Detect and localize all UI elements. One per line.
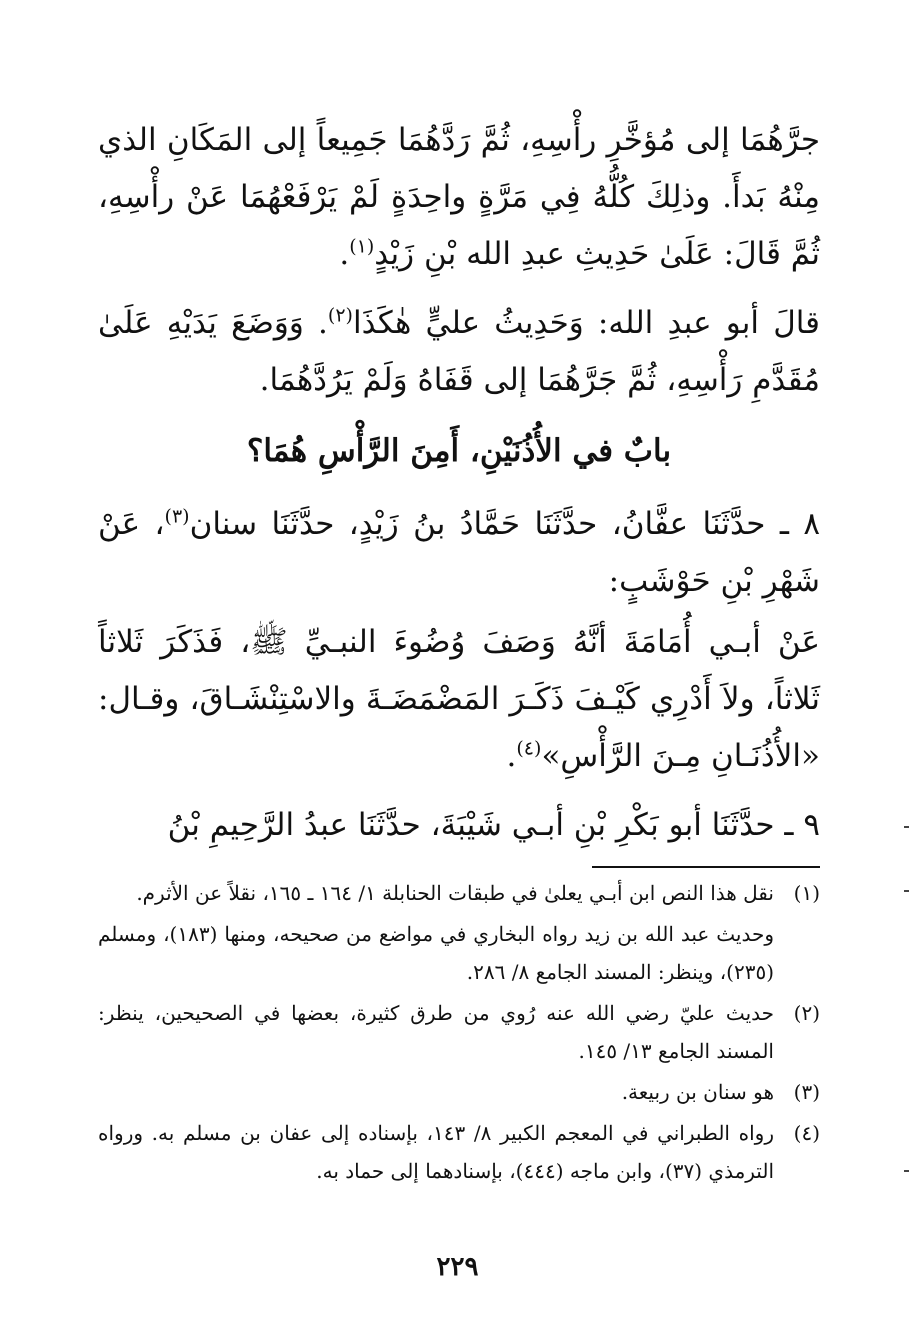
- footnote-text: حديث عليّ رضي الله عنه رُوي من طرق كثيرة، بعضها في الصحيحين، ينظر: المسند الجامع ١٣/ ١٤٥.: [98, 1001, 774, 1063]
- footnote-separator: [592, 866, 820, 868]
- paragraph-5: ٩ ـ حدَّثَنَا أبو بَكْرِ بْنِ أبـي شَيْبَةَ، حدَّثَنَا عبدُ الرَّحِيمِ بْنُ: [167, 807, 820, 843]
- chapter-heading: بابٌ في الأُذُنَيْنِ، أَمِنَ الرَّأْسِ هُمَا؟: [246, 433, 672, 469]
- footnote-ref-2[interactable]: (٢): [327, 304, 353, 327]
- footnote-text: هو سنان بن ربيعة.: [621, 1080, 774, 1104]
- footnote-1-continuation: وحديث عبد الله بن زيد رواه البخاري في مواضع من صحيحه، ومنها (١٨٣)، ومسلم (٢٣٥)، وينظر: المسند الجامع ٨/ ٢٨٦.: [98, 922, 774, 984]
- paragraph-4: [98, 614, 820, 785]
- paragraph-3-end: ، عَنْ شَهْرِ بْنِ حَوْشَبٍ:: [98, 506, 820, 599]
- paragraph-2-end: . وَوَضَعَ يَدَيْهِ عَلَىٰ مُقَدَّمِ رَأْسِهِ، ثُمَّ جَرَّهُمَا إلى قَفَاهُ وَلَمْ يَرُدَّهُمَا.: [98, 305, 820, 398]
- paragraph-1: [98, 112, 820, 283]
- footnotes: [98, 874, 820, 1193]
- footnote-ref-4[interactable]: (٤): [516, 737, 542, 760]
- paragraph-3: [98, 496, 820, 610]
- paragraph-4-text: عَنْ أبـي أُمَامَةَ أنَّهُ وَصَفَ وُضُوءَ النبـيِّ ﷺ، فَذَكَرَ ثَلاثاً ثَلاثاً، ولاَ أَدْرِي كَيْـفَ ذَكَـرَ المَضْمَضَـةَ والاسْتِنْشَـاقَ، وقـال: «الأُذُنَـانِ مِـنَ الرَّأْسِ»: [98, 624, 820, 774]
- footnote-text: رواه الطبراني في المعجم الكبير ٨/ ١٤٣، بإسناده إلى عفان بن مسلم به. ورواه الترمذي (٣٧)، وابن ماجه (٤٤٤)، بإسنادهما إلى حماد به.: [98, 1121, 774, 1183]
- paragraph-2: [98, 295, 820, 409]
- footnote-number: (١): [793, 881, 820, 905]
- footnote-ref-3[interactable]: (٣): [164, 505, 190, 528]
- edge-mark: [904, 826, 909, 828]
- paragraph-4-end: .: [506, 738, 517, 774]
- footnote-4: [98, 1114, 820, 1190]
- paragraph-3-text: ٨ ـ حدَّثَنَا عفَّانُ، حدَّثَنَا حَمَّادُ بنُ زَيْدٍ، حدَّثَنَا سنان: [189, 506, 820, 542]
- paragraph-1-text: جرَّهُمَا إلى مُؤخَّرِ رأْسِهِ، ثُمَّ رَدَّهُمَا جَمِيعاً إلى المَكَانِ الذي مِنْهُ بَدأَ. وذلِكَ كُلُّهُ فِي مَرَّةٍ واحِدَةٍ لَمْ يَرْفَعْهُمَا عَنْ رأْسِهِ، ثُمَّ قَالَ: عَلَىٰ حَدِيثِ عبدِ الله بْنِ زَيْدٍ: [98, 122, 820, 272]
- footnote-3: [98, 1073, 820, 1111]
- footnote-number: (٢): [793, 1001, 820, 1025]
- footnote-1: [98, 874, 820, 912]
- paragraph-2-text: قالَ أبو عبدِ الله: وَحَدِيثُ عليٍّ هٰكَذَا: [352, 305, 820, 341]
- main-text: [98, 112, 820, 866]
- edge-mark: [904, 890, 909, 892]
- footnote-number: (٣): [793, 1080, 820, 1104]
- page-number: ٢٢٩: [436, 1252, 479, 1282]
- footnote-ref-1[interactable]: (١): [349, 235, 375, 258]
- edge-mark: [904, 1170, 909, 1172]
- footnote-number: (٤): [793, 1121, 820, 1145]
- paragraph-1-end: .: [339, 236, 350, 272]
- footnote-text: نقل هذا النص ابن أبـي يعلىٰ في طبقات الحنابلة ١/ ١٦٤ ـ ١٦٥، نقلاً عن الأثرم.: [136, 881, 774, 905]
- footnote-2: [98, 994, 820, 1070]
